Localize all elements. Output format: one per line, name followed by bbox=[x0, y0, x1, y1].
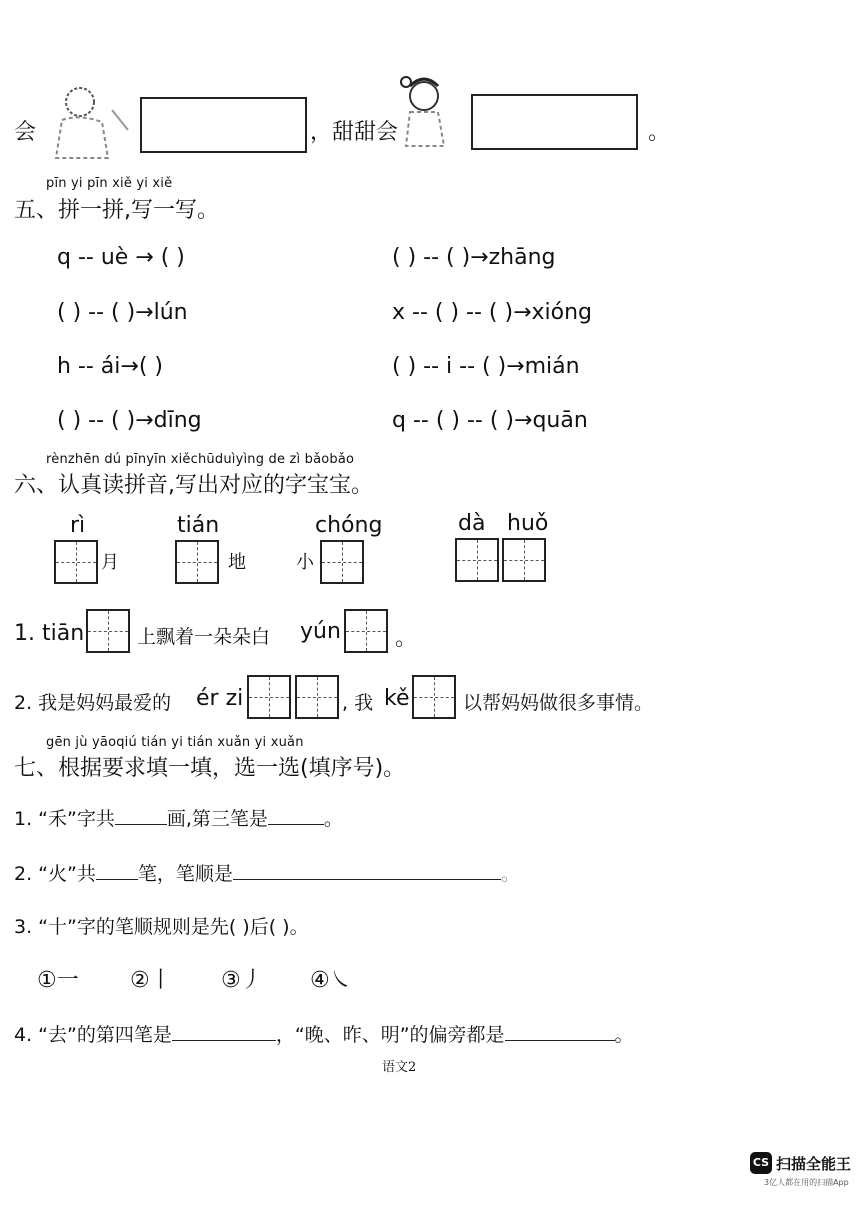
blank-stroke-order[interactable] bbox=[233, 861, 501, 880]
writing-grid[interactable] bbox=[295, 675, 339, 719]
word3-pinyin: chóng bbox=[315, 513, 383, 538]
writing-grid[interactable] bbox=[320, 540, 364, 584]
section5-item-3: ( ) -- ( )→lún bbox=[57, 300, 188, 325]
option-4[interactable]: ④㇏ bbox=[310, 968, 352, 993]
section5-item-5: h -- ái→( ) bbox=[57, 354, 163, 379]
q7-line3: 3. “十”字的笔顺规则是先( )后( )。 bbox=[14, 916, 309, 938]
writing-grid[interactable] bbox=[175, 540, 219, 584]
section6-title: 六、认真读拼音,写出对应的字宝宝。 bbox=[14, 473, 373, 498]
watermark-name: 扫描全能王 bbox=[776, 1155, 852, 1173]
sentence1-end: 。 bbox=[395, 626, 418, 651]
blank-fourth-stroke[interactable] bbox=[172, 1022, 276, 1041]
camscanner-logo-icon: CS bbox=[750, 1152, 772, 1174]
q7-line4-c: 。 bbox=[614, 1024, 634, 1046]
word4-pinyin: dà bbox=[458, 511, 486, 536]
q7-line4-a: 4. “去”的第四笔是 bbox=[14, 1024, 172, 1046]
sentence1-prefix: 1. tiān bbox=[14, 621, 85, 646]
word2-pinyin: tián bbox=[177, 513, 220, 538]
section5-item-4: x -- ( ) -- ( )→xióng bbox=[392, 300, 592, 325]
page-footer: 语文2 bbox=[382, 1060, 417, 1075]
child-figure-illustration bbox=[32, 80, 142, 165]
section5-title: 五、拼一拼,写一写。 bbox=[14, 198, 219, 223]
writing-grid[interactable] bbox=[54, 540, 98, 584]
sentence2-end: 以帮妈妈做很多事情。 bbox=[463, 692, 654, 714]
girl-figure-illustration bbox=[398, 72, 468, 157]
q7-line2-a: 2. “火”共 bbox=[14, 863, 96, 885]
blank-radical[interactable] bbox=[505, 1022, 615, 1041]
section5-item-7: ( ) -- ( )→dīng bbox=[57, 408, 202, 433]
blank-stroke-count-2[interactable] bbox=[96, 861, 138, 880]
section7-pinyin: gēn jù yāoqiú tián yi tián xuǎn yi xuǎn bbox=[46, 735, 304, 750]
option-3[interactable]: ③丿 bbox=[221, 968, 263, 993]
section5-item-1: q -- uè → ( ) bbox=[57, 245, 185, 270]
q7-line1-a: 1. “禾”字共 bbox=[14, 808, 115, 830]
section7-title: 七、根据要求填一填，选一选(填序号)。 bbox=[14, 756, 406, 781]
blank-third-stroke[interactable] bbox=[268, 806, 324, 825]
word2-after: 地 bbox=[228, 552, 246, 573]
sentence1-pinyin: yún bbox=[300, 619, 341, 644]
q7-line2 bbox=[14, 859, 520, 886]
word1-after: 月 bbox=[101, 552, 119, 573]
q7-line2-c: 。 bbox=[500, 863, 520, 885]
writing-grid[interactable] bbox=[344, 609, 388, 653]
writing-grid[interactable] bbox=[502, 538, 546, 582]
q7-line1-c: 。 bbox=[323, 808, 343, 830]
blank-stroke-count[interactable] bbox=[115, 806, 167, 825]
top-mid-text: ，甜甜会 bbox=[310, 120, 399, 145]
writing-grid[interactable] bbox=[455, 538, 499, 582]
answer-box-1[interactable] bbox=[140, 97, 307, 153]
section6-pinyin: rènzhēn dú pīnyīn xiěchūduìyìng de zì bǎobǎo bbox=[46, 452, 355, 467]
q7-line4 bbox=[14, 1020, 634, 1047]
sentence2-prefix: 2. 我是妈妈最爱的 bbox=[14, 692, 172, 714]
writing-grid[interactable] bbox=[412, 675, 456, 719]
top-end-text: 。 bbox=[648, 120, 671, 145]
writing-grid[interactable] bbox=[86, 609, 130, 653]
sentence1-mid: 上飘着一朵朵白 bbox=[137, 626, 271, 648]
section5-item-8: q -- ( ) -- ( )→quān bbox=[392, 408, 588, 433]
word3-before: 小 bbox=[296, 552, 314, 573]
section5-item-2: ( ) -- ( )→zhāng bbox=[392, 245, 556, 270]
sentence2-mid: , 我 bbox=[342, 692, 374, 714]
word1-pinyin: rì bbox=[70, 513, 86, 538]
top-left-char: 会 bbox=[14, 120, 37, 145]
sentence2-pinyin2: kě bbox=[384, 686, 410, 711]
sentence2-pinyin: ér zi bbox=[196, 686, 244, 711]
answer-box-2[interactable] bbox=[471, 94, 638, 150]
section5-pinyin: pīn yi pīn xiě yi xiě bbox=[46, 176, 173, 191]
q7-line2-b: 笔，笔顺是 bbox=[137, 863, 233, 885]
option-1[interactable]: ①一 bbox=[37, 968, 79, 993]
writing-grid[interactable] bbox=[247, 675, 291, 719]
watermark-tagline: 3亿人都在用的扫描App bbox=[764, 1178, 849, 1187]
section5-item-6: ( ) -- i -- ( )→mián bbox=[392, 354, 580, 379]
word4-pinyin2: huǒ bbox=[507, 511, 549, 536]
q7-line1 bbox=[14, 804, 343, 831]
q7-line1-b: 画,第三笔是 bbox=[166, 808, 268, 830]
q7-line4-b: ，“晚、昨、明”的偏旁都是 bbox=[275, 1024, 505, 1046]
option-2[interactable]: ②丨 bbox=[130, 968, 172, 993]
